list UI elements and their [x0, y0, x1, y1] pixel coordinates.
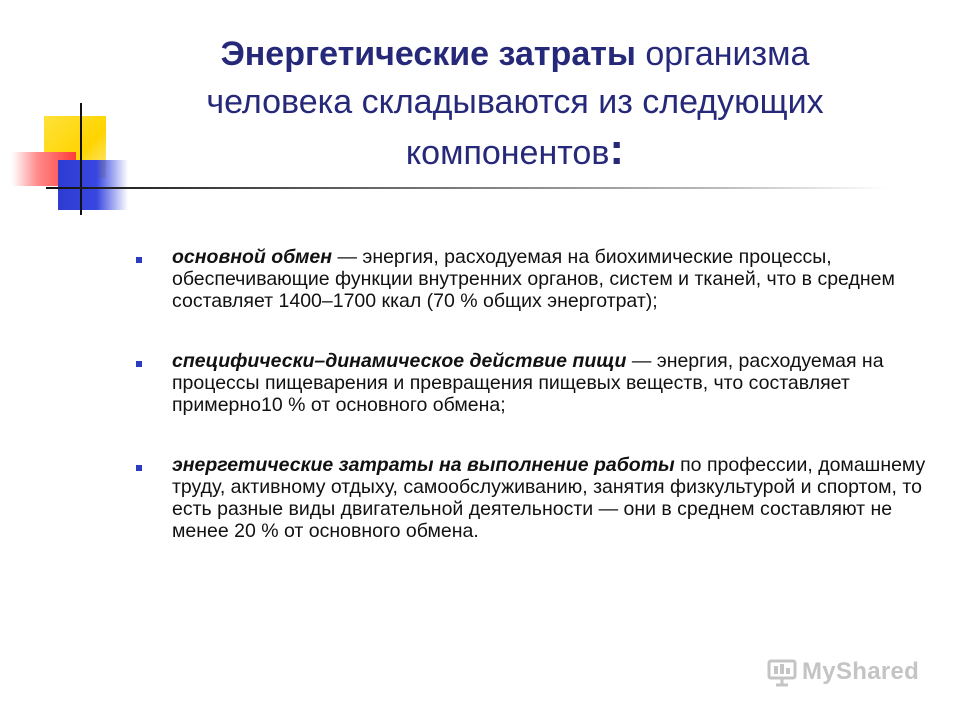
watermark-text: MyShared — [802, 658, 920, 685]
watermark-logo — [766, 655, 919, 689]
bullet-term: энергетические затраты на выполнение работы — [172, 454, 675, 476]
decor-blue-square — [58, 160, 128, 210]
title-line3: компонентов — [405, 134, 610, 172]
bullet-text: по профессии, домашнему труду, активному отдыху, самообслуживанию, занятия физкультурой и спортом, то есть разные виды двигательной деятельности — они в среднем составляют не менее 20 % от основного обмена. — [172, 454, 926, 542]
title-line2: человека складываются из следующих — [206, 83, 824, 121]
bullet-text: — энергия, расходуемая на биохимические процессы, обеспечивающие функции внутренних органов, систем и тканей, что в среднем составляет 1400–1700 ккал (70 % общих энерготрат); — [172, 246, 895, 312]
slide-title — [150, 30, 880, 177]
bullet-marker-icon — [136, 257, 142, 263]
presentation-icon — [766, 656, 798, 688]
bullet-list — [132, 246, 932, 542]
title-line1-rest: организма — [635, 35, 810, 73]
title-underline — [46, 187, 888, 189]
bullet-term: основной обмен — [172, 246, 333, 268]
bullet-marker-icon — [136, 361, 142, 367]
bullet-term: специфически–динамическое действие пищи — [172, 350, 627, 372]
bullet-text: — энергия, расходуемая на процессы пищеварения и превращения пищевых веществ, что составляет примерно10 % от основного обмена; — [172, 350, 884, 416]
bullet-item-work-expenditure — [132, 454, 932, 542]
bullet-item-basal-metabolism — [132, 246, 932, 312]
title-bold-part: Энергетические затраты — [220, 35, 636, 73]
decor-vertical-line — [80, 103, 82, 215]
bullet-marker-icon — [136, 465, 142, 471]
bullet-item-food-effect — [132, 350, 932, 416]
title-colon: : — [609, 125, 625, 174]
